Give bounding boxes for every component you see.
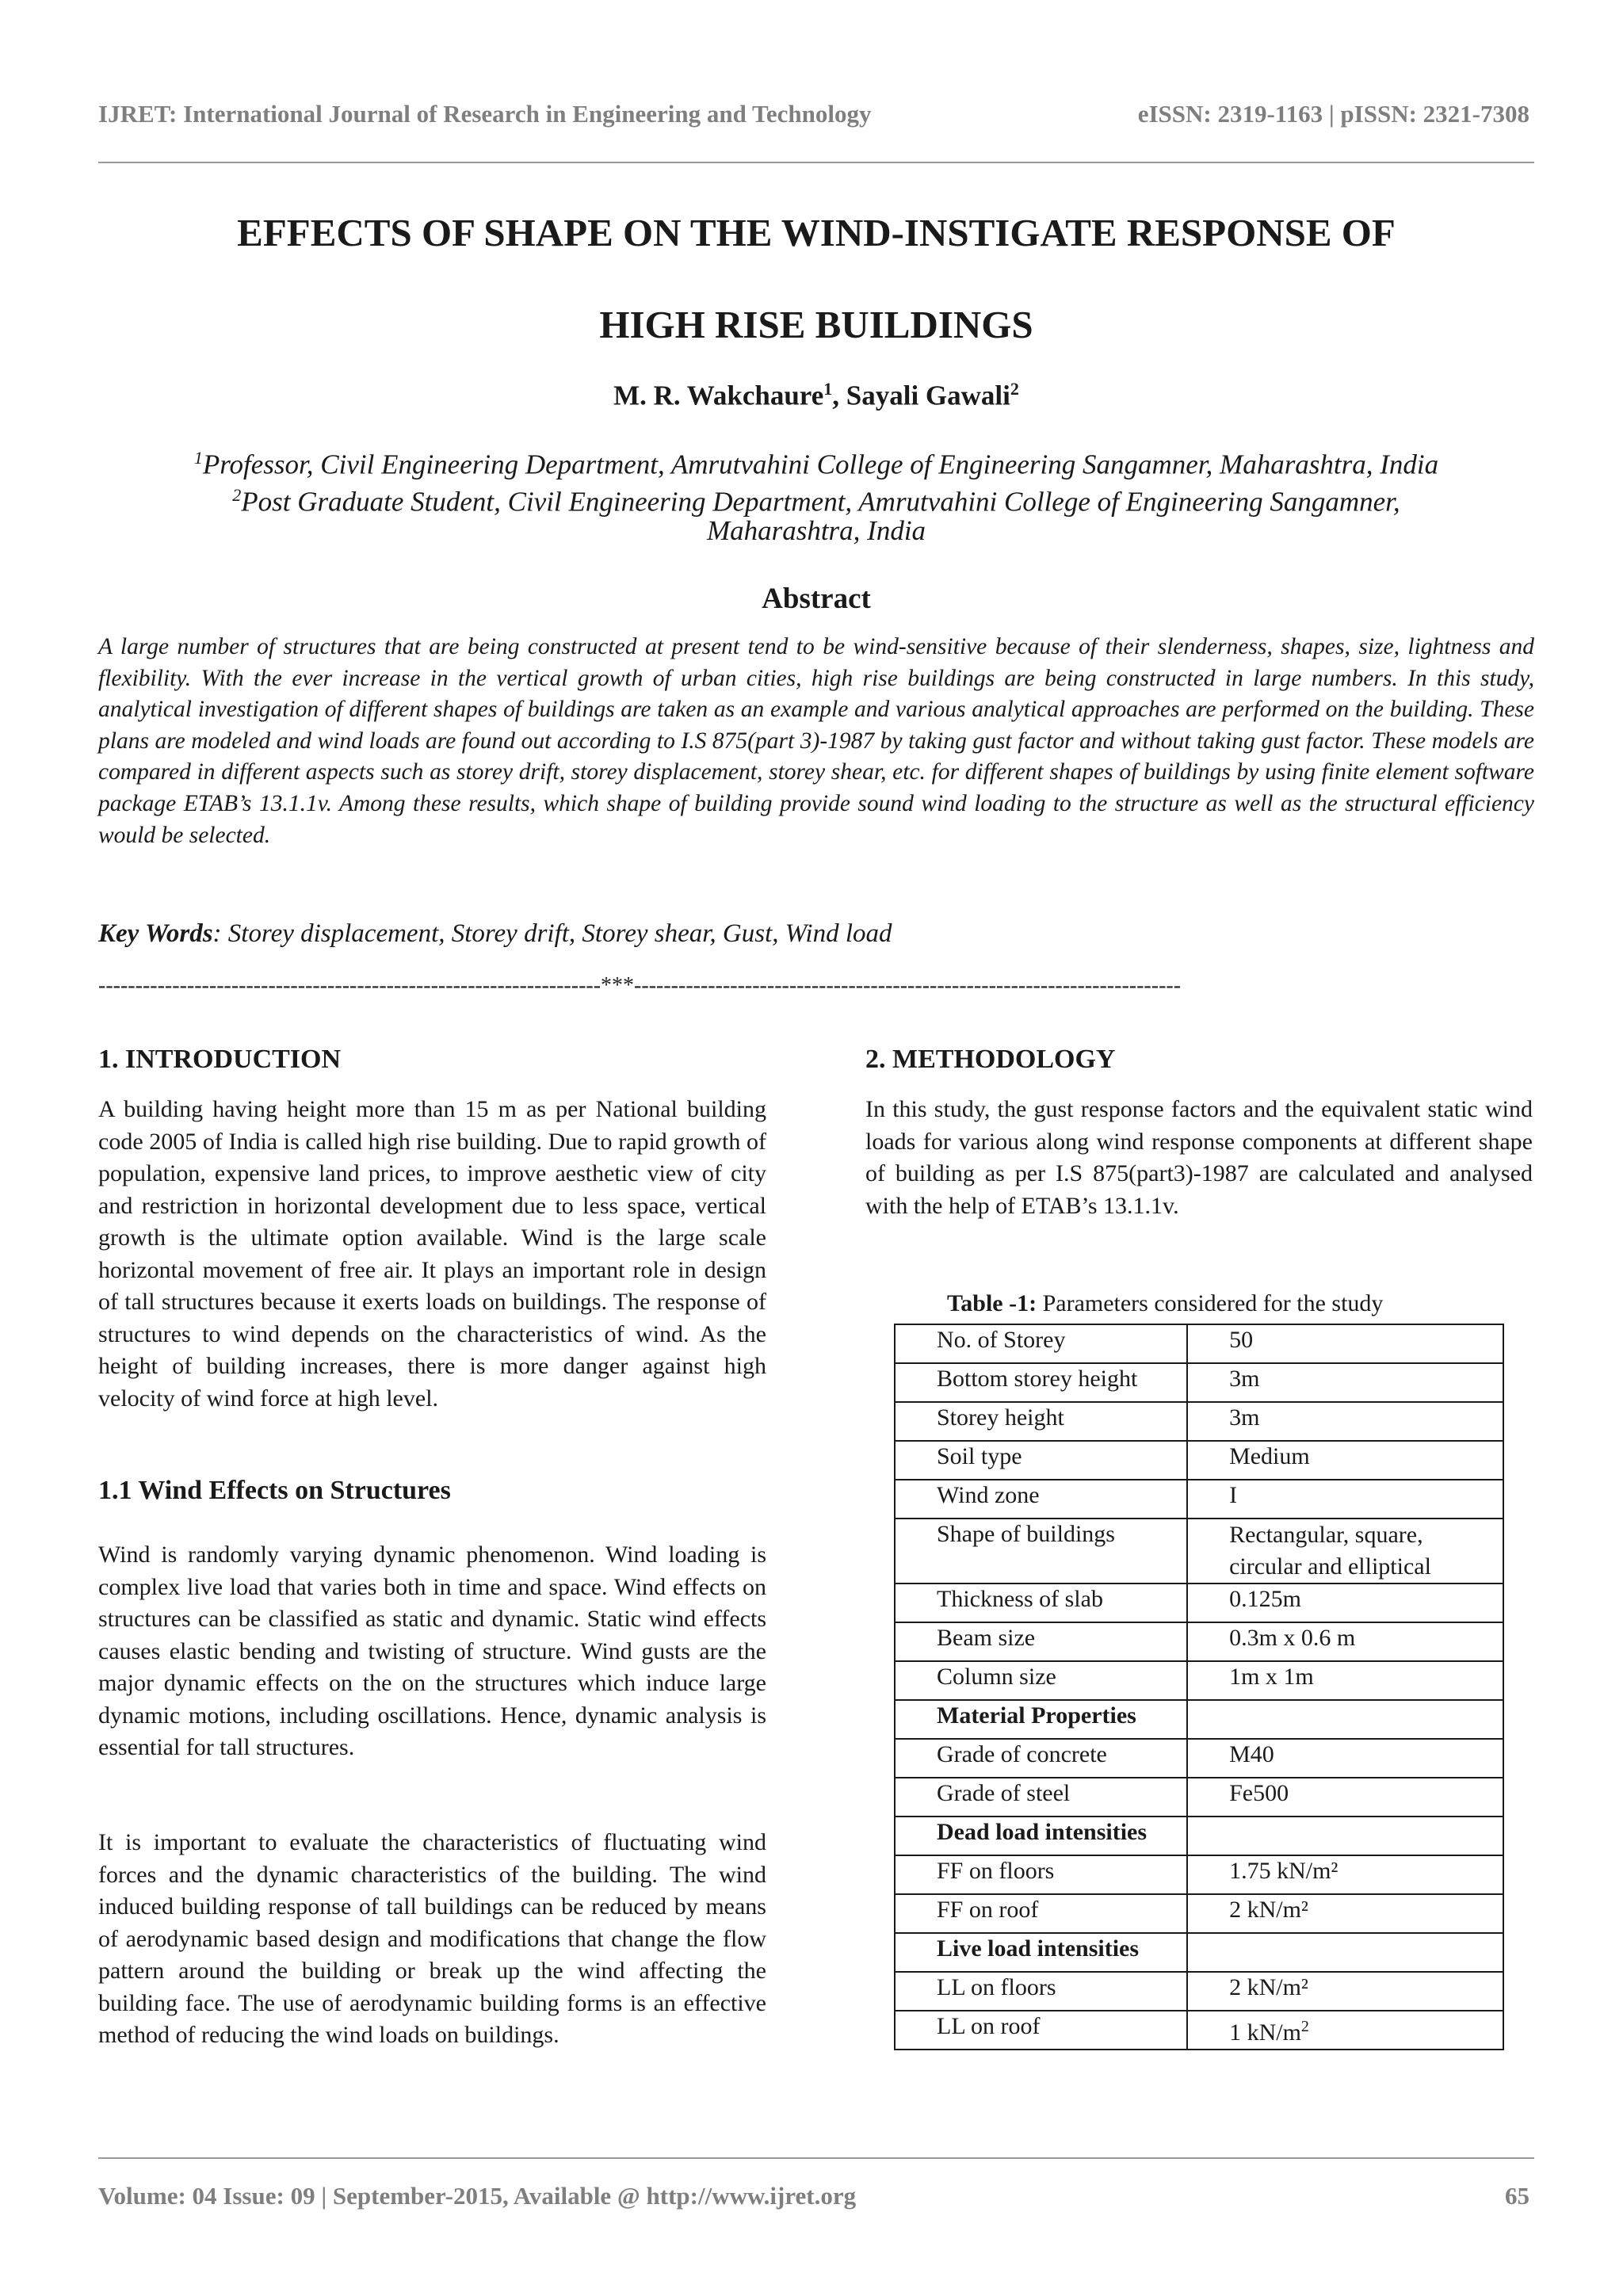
abstract-heading: Abstract <box>762 583 871 615</box>
abstract-body: A large number of structures that are being constructed at present tend to be wind-sensitive because of their slenderness, shapes, size, lightness and flexibility. With the ever increase in the vertical growth of urban cities, high rise buildings are being constructed in large numbers. In this study, analytical investigation of different shapes of buildings are taken as an example and various analytical approaches are performed on the building. These plans are modeled and wind loads are found out according to I.S 875(part 3)-1987 by taking gust factor and without taking gust factor. These models are compared in different aspects such as storey drift, storey displacement, storey shear, etc. for different shapes of buildings by using finite element software package ETAB’s 13.1.1v. Among these results, which shape of building provide sound wind loading to the structure as well as the structural efficiency would be selected. <box>98 634 1534 848</box>
table-row <box>895 1972 1503 2011</box>
authors <box>98 379 1534 412</box>
table-row <box>895 1661 1503 1700</box>
affiliation-1-sup: 1 <box>193 448 203 468</box>
param-cell: Soil type <box>895 1441 1187 1480</box>
issn: eISSN: 2319-1163 | pISSN: 2321-7308 <box>1137 100 1529 128</box>
value-cell: 3m <box>1187 1402 1503 1441</box>
value-cell <box>1187 1933 1503 1972</box>
table-row <box>895 1894 1503 1933</box>
author-separator: , <box>832 380 846 411</box>
value-cell: Rectangular, square, circular and elliptical <box>1187 1519 1503 1584</box>
author-1-sup: 1 <box>823 379 833 399</box>
header-rule <box>98 162 1534 163</box>
methodology-body: In this study, the gust response factors and the equivalent static wind loads for various along wind response components at different shape of building as per I.S 875(part3)-1987 are calculated and analysed with the help of ETAB’s 13.1.1v. <box>865 1096 1533 1219</box>
table-row <box>895 1363 1503 1402</box>
affiliation-1-text: Professor, Civil Engineering Department, Amrutvahini College of Engineering Sangamner, Maharashtra, India <box>202 449 1439 480</box>
table-caption <box>947 1290 1383 1317</box>
param-cell: Grade of steel <box>895 1778 1187 1817</box>
table-row <box>895 1584 1503 1622</box>
value-cell: 0.125m <box>1187 1584 1503 1622</box>
param-cell: FF on roof <box>895 1894 1187 1933</box>
value-cell: 1m x 1m <box>1187 1661 1503 1700</box>
value-text: 1 kN/m <box>1229 2019 1301 2046</box>
param-cell: Shape of buildings <box>895 1519 1187 1584</box>
table-row <box>895 1778 1503 1817</box>
title-line-1: EFFECTS OF SHAPE ON THE WIND-INSTIGATE RESPONSE OF <box>237 211 1396 254</box>
value-cell <box>1187 1817 1503 1855</box>
value-superscript: 2 <box>1300 2018 1309 2035</box>
value-cell: 2 kN/m² <box>1187 1894 1503 1933</box>
param-cell: FF on floors <box>895 1855 1187 1894</box>
parameters-table <box>894 1324 1504 2050</box>
journal-name: IJRET: International Journal of Research in Engineering and Technology <box>98 100 872 128</box>
value-cell: Medium <box>1187 1441 1503 1480</box>
methodology-heading: 2. METHODOLOGY <box>865 1045 1116 1074</box>
value-cell: 50 <box>1187 1324 1503 1363</box>
param-cell: Storey height <box>895 1402 1187 1441</box>
footer-rule <box>98 2157 1534 2159</box>
value-cell: M40 <box>1187 1739 1503 1778</box>
wind-effects-para-2: It is important to evaluate the characteristics of fluctuating wind forces and the dynamic characteristics of the building. The wind induced building response of tall buildings can be reduced by means of aerodynamic based design and modifications that change the flow pattern around the building or break up the wind affecting the building face. The use of aerodynamic building forms is an effective method of reducing the wind loads on buildings. <box>98 1829 766 2048</box>
affiliation-2-text: Post Graduate Student, Civil Engineering Department, Amrutvahini College of Engineering Sangamner, <box>241 486 1400 518</box>
wind-effects-para-1: Wind is randomly varying dynamic phenomenon. Wind loading is complex live load that varies both in time and space. Wind effects on structures can be classified as static and dynamic. Static wind effects causes elastic bending and twisting of structure. Wind gusts are the major dynamic effects on the on the structures which induce large dynamic motions, including oscillations. Hence, dynamic analysis is essential for tall structures. <box>98 1541 766 1760</box>
footer-volume: Volume: 04 Issue: 09 | September-2015, Available @ http://www.ijret.org <box>98 2182 857 2210</box>
intro-heading: 1. INTRODUCTION <box>98 1045 342 1074</box>
value-cell <box>1187 1700 1503 1739</box>
author-2-sup: 2 <box>1010 379 1019 399</box>
param-cell: LL on roof <box>895 2011 1187 2050</box>
section-separator: --------------------------------------------------------------------***-------------------------------------------------------------------------- <box>98 973 1182 998</box>
table-row <box>895 1324 1503 1363</box>
author-1: M. R. Wakchaure <box>613 380 824 411</box>
table-row <box>895 1739 1503 1778</box>
value-cell: 1.75 kN/m² <box>1187 1855 1503 1894</box>
param-cell: Wind zone <box>895 1480 1187 1519</box>
param-cell: No. of Storey <box>895 1324 1187 1363</box>
page-number: 65 <box>1505 2182 1529 2210</box>
author-2: Sayali Gawali <box>846 380 1010 411</box>
table-caption-text: Parameters considered for the study <box>1037 1290 1384 1316</box>
table-row <box>895 1441 1503 1480</box>
value-cell: Fe500 <box>1187 1778 1503 1817</box>
param-cell: Bottom storey height <box>895 1363 1187 1402</box>
param-cell: Column size <box>895 1661 1187 1700</box>
group-cell: Live load intensities <box>895 1933 1187 1972</box>
intro-body: A building having height more than 15 m as per National building code 2005 of India is called high rise building. Due to rapid growth of population, expensive land prices, to improve aesthetic view of city and restriction in horizontal development due to less space, vertical growth is the ultimate option available. Wind is the large scale horizontal movement of free air. It plays an important role in design of tall structures because it exerts loads on buildings. The response of structures to wind depends on the characteristics of wind. As the height of building increases, there is more danger against high velocity of wind force at high level. <box>98 1096 766 1412</box>
param-cell: Thickness of slab <box>895 1584 1187 1622</box>
wind-effects-heading: 1.1 Wind Effects on Structures <box>98 1476 451 1505</box>
keywords-label: Key Words <box>98 919 213 948</box>
table-group-row <box>895 1933 1503 1972</box>
value-cell: I <box>1187 1480 1503 1519</box>
affiliation-1 <box>98 441 1534 483</box>
table-row <box>895 1480 1503 1519</box>
paper-title <box>98 187 1534 371</box>
affiliation-2-line-2: Maharashtra, India <box>706 515 926 546</box>
table-row <box>895 1622 1503 1661</box>
table-group-row <box>895 1817 1503 1855</box>
value-cell: 3m <box>1187 1363 1503 1402</box>
table-row <box>895 1519 1503 1584</box>
param-cell: LL on floors <box>895 1972 1187 2011</box>
table-group-row <box>895 1700 1503 1739</box>
affiliation-2-sup: 2 <box>232 485 242 505</box>
group-cell: Dead load intensities <box>895 1817 1187 1855</box>
table-row <box>895 1855 1503 1894</box>
value-cell <box>1187 2011 1503 2050</box>
group-cell: Material Properties <box>895 1700 1187 1739</box>
value-cell: 0.3m x 0.6 m <box>1187 1622 1503 1661</box>
table-row <box>895 2011 1503 2050</box>
keywords <box>98 919 1534 949</box>
table-row <box>895 1402 1503 1441</box>
param-cell: Beam size <box>895 1622 1187 1661</box>
param-cell: Grade of concrete <box>895 1739 1187 1778</box>
keywords-text: : Storey displacement, Storey drift, Storey shear, Gust, Wind load <box>212 919 892 948</box>
title-line-2: HIGH RISE BUILDINGS <box>599 303 1033 346</box>
table-caption-label: Table -1: <box>947 1290 1037 1316</box>
value-cell: 2 kN/m² <box>1187 1972 1503 2011</box>
